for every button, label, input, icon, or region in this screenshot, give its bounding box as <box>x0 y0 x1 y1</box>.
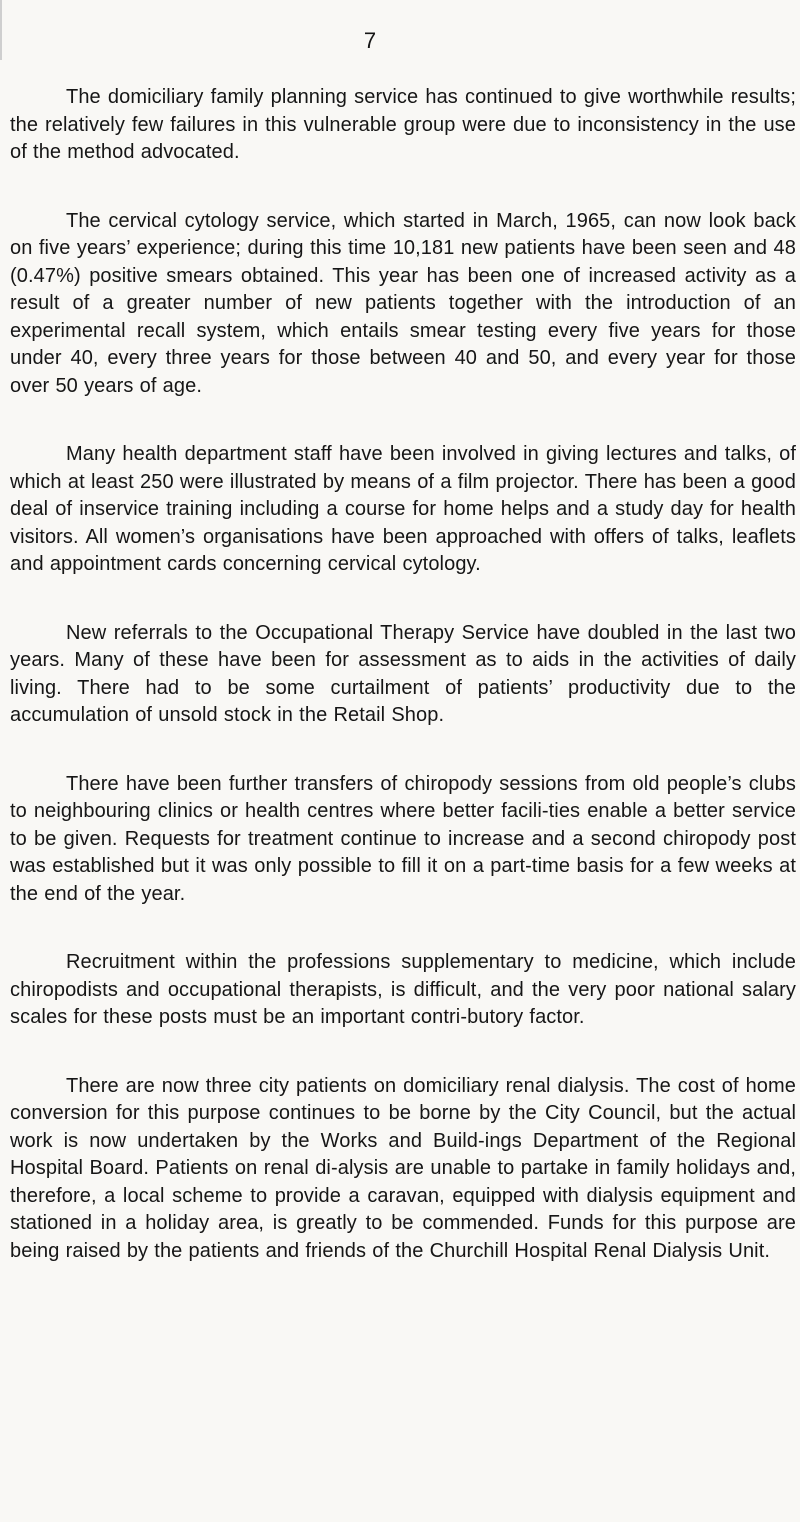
paragraph-recruitment: Recruitment within the professions supplementary to medicine, which include chiropodists and occupational therapists, is difficult, and the very poor national salary scales for these posts must be an important contri-butory factor. <box>10 951 796 1028</box>
paragraph-chiropody: There have been further transfers of chiropody sessions from old people’s clubs to neighbouring clinics or health centres where better facili-ties enable a better service to be given. Requests for treatment continue to increase and a second chiropody post was established but it was only possible to fill it on a part-time basis for a few weeks at the end of the year. <box>10 772 796 905</box>
paragraph-lectures-training: Many health department staff have been involved in giving lectures and talks, of which at least 250 were illustrated by means of a film projector. There has been a good deal of inservice training including a course for home helps and a study day for health visitors. All women’s organisations have been approached with offers of talks, leaflets and appointment cards concerning cervical cytology. <box>10 443 796 575</box>
paragraph-cervical-cytology: The cervical cytology service, which started in March, 1965, can now look back on five years’ experience; during this time 10,181 new patients have been seen and 48 (0.47%) positive smears obtained. This year has been one of increased activity as a result of a greater number of new patients together with the introduction of an experimental recall system, which entails smear testing every five years for those under 40, every three years for those between 40 and 50, and every year for those over 50 years of age. <box>10 209 796 397</box>
paragraph-family-planning: The domiciliary family planning service has continued to give worthwhile results; the relatively few failures in this vulnerable group were due to inconsistency in the use of the method advocated. <box>10 86 796 163</box>
page-number: 7 <box>363 28 377 53</box>
paragraph-occupational-therapy: New referrals to the Occupational Therapy Service have doubled in the last two years. Many of these have been for assessment as to aids in the activities of daily living. There had to be some curtailment of patients’ productivity due to the accumulation of unsold stock in the Retail Shop. <box>10 621 796 726</box>
paragraph-renal-dialysis: There are now three city patients on domiciliary renal dialysis. The cost of home conversion for this purpose continues to be borne by the City Council, but the actual work is now undertaken by the Works and Build-ings Department of the Regional Hospital Board. Patients on renal di-alysis are unable to partake in family holidays and, therefore, a local scheme to provide a caravan, equipped with dialysis equipment and stationed in a holiday area, is greatly to be commended. Funds for this purpose are being raised by the patients and friends of the Churchill Hospital Renal Dialysis Unit. <box>10 1074 796 1262</box>
body-text <box>10 84 796 1306</box>
